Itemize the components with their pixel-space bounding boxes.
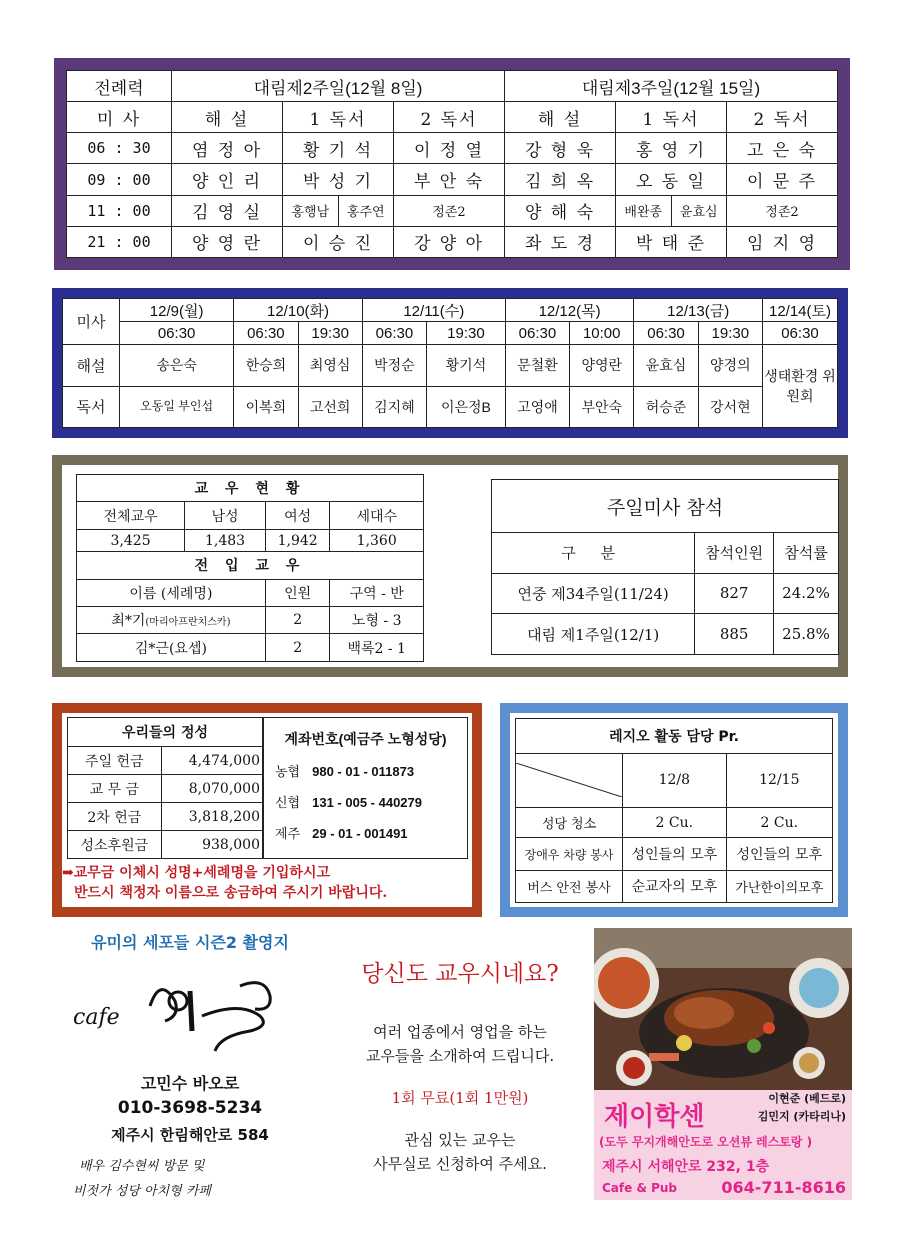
liturgy-header: 전례력	[67, 71, 172, 102]
transfer-note	[62, 863, 472, 903]
attendance-count: 827	[695, 573, 774, 614]
legio-assign: 2 Cu.	[623, 807, 727, 838]
bank-name: 제주	[275, 826, 301, 841]
day-header: 12/9(월)	[120, 299, 234, 322]
reading-name: 허승준	[634, 386, 698, 428]
commentary-name: 한승희	[234, 345, 298, 387]
name-cell: 홍 영 기	[616, 133, 727, 164]
day-header: 12/10(화)	[234, 299, 363, 322]
attendance-table	[491, 479, 839, 655]
legio-assign: 순교자의 모후	[623, 870, 727, 902]
stat-value: 1,942	[265, 529, 330, 551]
offering-amount: 4,474,000	[161, 747, 262, 775]
commentary-name: 송은숙	[120, 345, 234, 387]
legio-task: 장애우 차량 봉사	[516, 838, 623, 870]
reading-name: 고영애	[505, 386, 569, 428]
account-row	[275, 792, 467, 811]
commentary-label: 해설	[63, 345, 120, 387]
name-cell: 염 정 아	[172, 133, 283, 164]
offering-label: 교 무 금	[68, 775, 162, 803]
time-cell: 19:30	[427, 322, 506, 345]
new-header: 인원	[265, 579, 330, 606]
time-cell: 06:30	[505, 322, 569, 345]
name-cell: 이 승 진	[283, 226, 394, 257]
time-cell: 19:30	[698, 322, 762, 345]
offering-label: 2차 헌금	[68, 803, 162, 831]
reading-name: 부안숙	[570, 386, 634, 428]
note-line: 반드시 책정자 이름으로 송금하여 주시기 바랍니다.	[74, 885, 388, 901]
stat-header: 전체교우	[77, 502, 185, 529]
name-cell: 부 안 숙	[394, 164, 505, 195]
new-name: 최*기	[111, 613, 146, 630]
new-count: 2	[265, 634, 330, 662]
reading-name: 오동일 부인섭	[120, 386, 234, 428]
commentary-name: 문철환	[505, 345, 569, 387]
reading-name: 이복희	[234, 386, 298, 428]
cafe-handwritten: 배우 김수현씨 방문 및	[79, 1159, 205, 1174]
role-reading1: 1 독서	[283, 102, 394, 133]
name-cell: 양 해 숙	[505, 195, 616, 226]
account-row	[275, 823, 467, 842]
name-cell: 이 정 열	[394, 133, 505, 164]
name-cell: 좌 도 경	[505, 226, 616, 257]
new-parishioner-title: 전 입 교 우	[77, 552, 424, 579]
restaurant-food-photo	[594, 928, 852, 1090]
cafe-ad	[55, 930, 325, 1200]
commentary-name: 양경의	[698, 345, 762, 387]
reading-name: 이은정B	[427, 386, 506, 428]
cafe-logo	[55, 953, 325, 1063]
legio-date: 12/8	[623, 754, 727, 808]
commentary-name: 최영심	[298, 345, 362, 387]
mass-label: 미사	[63, 299, 120, 345]
name-cell: 박 태 준	[616, 226, 727, 257]
sunday-schedule-frame	[54, 58, 850, 270]
attendance-rate: 25.8%	[774, 614, 839, 655]
day-header: 12/11(수)	[362, 299, 505, 322]
name-cell: 이 문 주	[727, 164, 838, 195]
restaurant-owners	[758, 1090, 846, 1126]
saturday-cell: 생태환경 위원회	[763, 345, 838, 428]
owner-name: 이현준 (베드로)	[768, 1092, 846, 1105]
account-number: 29 - 01 - 001491	[312, 826, 408, 841]
cafe-owner: 고민수 바오로	[140, 1074, 240, 1093]
name-cell: 김 희 옥	[505, 164, 616, 195]
legio-assign: 2 Cu.	[726, 807, 832, 838]
cafe-phone: 010-3698-5234	[117, 1098, 263, 1118]
weekday-schedule-frame	[52, 288, 848, 438]
baptismal-name: (마리아프란치스카)	[145, 617, 231, 629]
promo-line: 교우들을 소개하여 드립니다.	[365, 1047, 555, 1065]
attendance-header: 참석인원	[695, 533, 774, 574]
new-name-cell	[77, 634, 266, 662]
commentary-name: 양영란	[570, 345, 634, 387]
promo-line: 여러 업종에서 영업을 하는	[373, 1023, 547, 1041]
cafe-headline: 유미의 세포들 시즌2 촬영지	[91, 933, 289, 952]
name-cell: 김 영 실	[172, 195, 283, 226]
name-cell: 윤효심	[671, 195, 727, 226]
time-cell: 19:30	[298, 322, 362, 345]
restaurant-ad	[594, 928, 852, 1200]
legio-table	[515, 718, 833, 903]
account-row	[275, 761, 467, 780]
diagonal-cell	[516, 754, 623, 808]
new-count: 2	[265, 607, 330, 634]
offering-table	[67, 717, 263, 859]
legio-assign: 가난한이의모후	[726, 870, 832, 902]
stat-header: 세대수	[330, 502, 424, 529]
restaurant-category: Cafe & Pub	[602, 1181, 678, 1195]
new-area: 백록2 - 1	[330, 634, 424, 662]
time-cell: 06:30	[634, 322, 698, 345]
restaurant-name: 제이학센	[604, 1102, 705, 1132]
attendance-label: 대림 제1주일(12/1)	[492, 614, 695, 655]
new-header: 이름 (세례명)	[77, 579, 266, 606]
commentary-name: 윤효심	[634, 345, 698, 387]
sunday-schedule-table	[66, 70, 838, 258]
account-title: 계좌번호(예금주 노형성당)	[284, 731, 447, 747]
name-cell: 박 성 기	[283, 164, 394, 195]
reading-name: 고선희	[298, 386, 362, 428]
day-header: 12/14(토)	[763, 299, 838, 322]
name-cell: 배완종	[616, 195, 672, 226]
attendance-header: 참석률	[774, 533, 839, 574]
name-cell: 홍행남	[283, 195, 339, 226]
new-header: 구역 - 반	[330, 579, 424, 606]
name-cell: 강 양 아	[394, 226, 505, 257]
role-commentary: 해 설	[172, 102, 283, 133]
legio-assign: 성인들의 모후	[623, 838, 727, 870]
offering-amount: 3,818,200	[161, 803, 262, 831]
restaurant-phone: 064-711-8616	[721, 1178, 846, 1197]
account-number: 980 - 01 - 011873	[312, 764, 415, 779]
name-cell: 양 영 란	[172, 226, 283, 257]
promo-fee: 1회 무료(1회 1만원)	[391, 1089, 529, 1107]
name-cell: 고 은 숙	[727, 133, 838, 164]
cafe-logo-mark	[120, 961, 320, 1061]
name-cell: 임 지 영	[727, 226, 838, 257]
stat-value: 3,425	[77, 529, 185, 551]
role-mass: 미 사	[67, 102, 172, 133]
stat-value: 1,483	[185, 529, 266, 551]
commentary-name: 박정순	[362, 345, 426, 387]
mass-time: 09 : 00	[67, 164, 172, 195]
offering-label: 주일 헌금	[68, 747, 162, 775]
name-cell: 오 동 일	[616, 164, 727, 195]
legio-assign: 성인들의 모후	[726, 838, 832, 870]
attendance-label: 연중 제34주일(11/24)	[492, 573, 695, 614]
bank-name: 신협	[275, 795, 301, 810]
name-cell: 홍주연	[338, 195, 394, 226]
baptismal-name: (요셉)	[168, 640, 207, 657]
restaurant-desc: (도두 무지개해안도로 오션뷰 레스토랑 )	[599, 1135, 813, 1149]
promo-line: 관심 있는 교우는	[404, 1131, 516, 1149]
name-cell: 황 기 석	[283, 133, 394, 164]
legio-task: 성당 청소	[516, 807, 623, 838]
time-cell: 06:30	[234, 322, 298, 345]
role-reading2: 2 독서	[394, 102, 505, 133]
reading-label: 독서	[63, 386, 120, 428]
time-cell: 06:30	[120, 322, 234, 345]
legio-date: 12/15	[726, 754, 832, 808]
mass-time: 06 : 30	[67, 133, 172, 164]
diagonal-line	[516, 763, 622, 797]
time-cell: 06:30	[763, 322, 838, 345]
commentary-name: 황기석	[427, 345, 506, 387]
weekday-schedule-table	[62, 298, 838, 428]
promo-title: 당신도 교우시네요?	[361, 961, 559, 987]
legio-frame	[500, 703, 848, 917]
mass-time: 21 : 00	[67, 226, 172, 257]
time-cell: 06:30	[362, 322, 426, 345]
bank-account-box	[263, 717, 468, 859]
name-cell: 강 형 욱	[505, 133, 616, 164]
parish-stats-frame	[52, 455, 848, 677]
role-reading1: 1 독서	[616, 102, 727, 133]
promo-line: 사무실로 신청하여 주세요.	[373, 1155, 547, 1173]
account-number: 131 - 005 - 440279	[312, 795, 422, 810]
attendance-rate: 24.2%	[774, 573, 839, 614]
stat-header: 여성	[265, 502, 330, 529]
stat-value: 1,360	[330, 529, 424, 551]
cafe-address: 제주시 한림해안로 584	[111, 1126, 269, 1144]
offering-title: 우리들의 정성	[68, 718, 263, 747]
attendance-title: 주일미사 참석	[492, 480, 839, 533]
business-promo	[330, 955, 590, 1176]
new-name-cell	[77, 607, 266, 634]
offering-amount: 8,070,000	[161, 775, 262, 803]
day-header: 12/13(금)	[634, 299, 763, 322]
name-cell: 정존2	[394, 195, 505, 226]
legio-title: 레지오 활동 담당 Pr.	[516, 719, 833, 754]
stat-header: 남성	[185, 502, 266, 529]
legio-task: 버스 안전 봉사	[516, 870, 623, 902]
parishioner-table	[76, 474, 424, 662]
owner-name: 김민지 (카타리나)	[757, 1110, 846, 1123]
time-cell: 10:00	[570, 322, 634, 345]
cafe-logo-text: cafe	[73, 1005, 120, 1030]
offering-frame	[52, 703, 482, 917]
attendance-count: 885	[695, 614, 774, 655]
note-line: ➡교무금 이체시 성명+세례명을 기입하시고	[62, 865, 330, 881]
advent2-header: 대림제2주일(12월 8일)	[172, 71, 505, 102]
bank-name: 농협	[275, 764, 301, 779]
restaurant-address: 제주시 서해안로 232, 1층	[602, 1159, 770, 1175]
new-name: 김*근	[134, 640, 169, 657]
reading-name: 김지혜	[362, 386, 426, 428]
offering-amount: 938,000	[161, 831, 262, 859]
parishioner-title: 교 우 현 황	[77, 475, 424, 502]
name-cell: 양 인 리	[172, 164, 283, 195]
name-cell: 정존2	[727, 195, 838, 226]
new-area: 노형 - 3	[330, 607, 424, 634]
day-header: 12/12(목)	[505, 299, 634, 322]
cafe-handwritten: 비젓가 성당 아치형 카페	[73, 1184, 211, 1199]
role-reading2: 2 독서	[727, 102, 838, 133]
offering-label: 성소후원금	[68, 831, 162, 859]
mass-time: 11 : 00	[67, 195, 172, 226]
reading-name: 강서현	[698, 386, 762, 428]
role-commentary: 해 설	[505, 102, 616, 133]
attendance-header: 구 분	[492, 533, 695, 574]
advent3-header: 대림제3주일(12월 15일)	[505, 71, 838, 102]
